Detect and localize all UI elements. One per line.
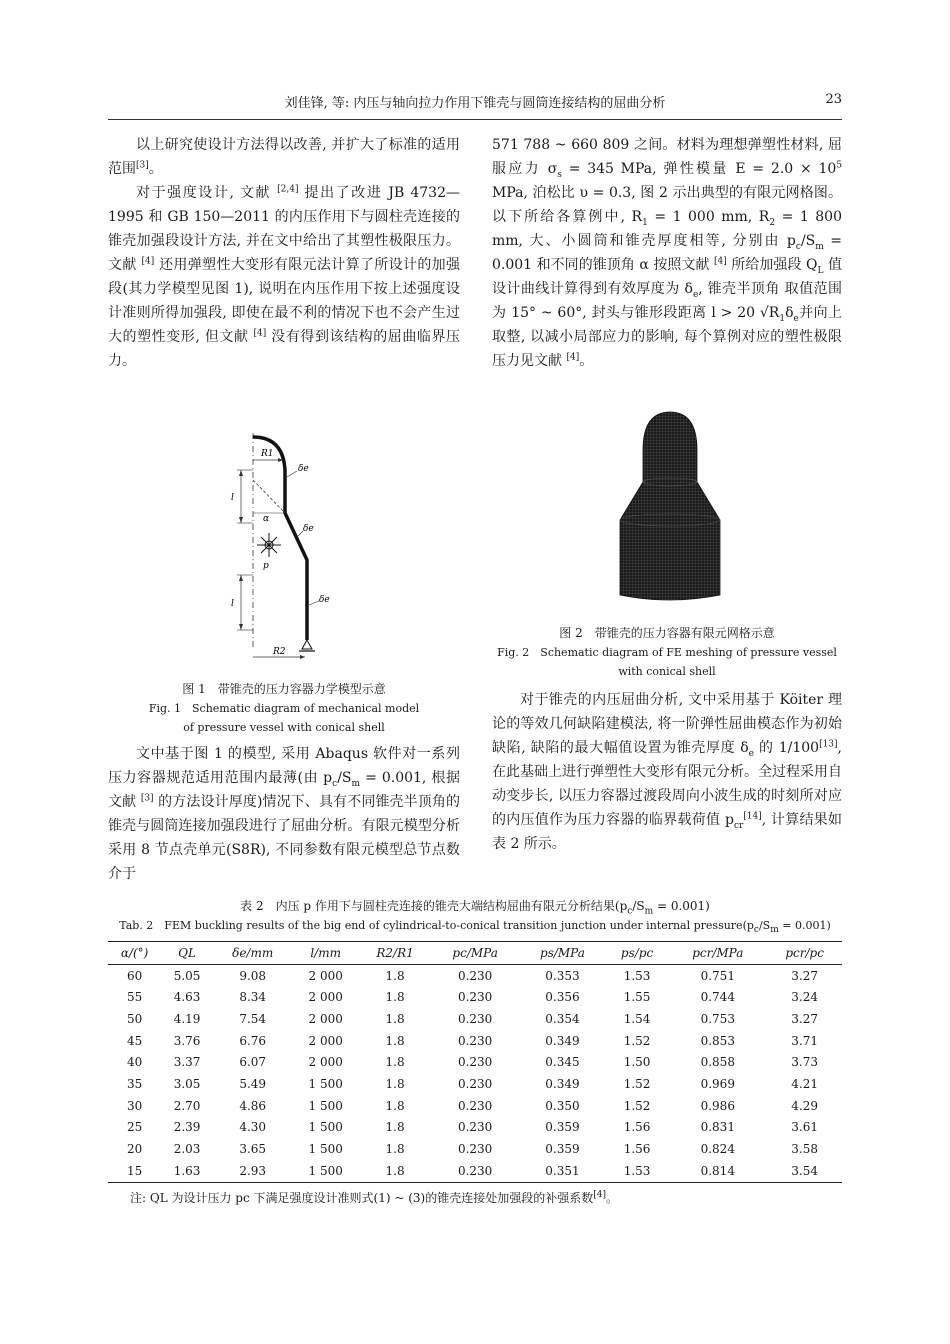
table-cell: 4.19: [173, 1011, 201, 1026]
label-r1: R1: [261, 449, 274, 459]
table-cell: 3.05: [173, 1076, 201, 1091]
paragraph: 571 788 ~ 660 809 之间。材料为理想弹塑性材料, 屈服应力 $\sigma_s = 345$ MPa, 弹性模量 $E = 2.0 \times 10^5$ MPa, 泊松比 υ = 0.3, 图 2 示出典型的有限元网格图。以下所给各算例中, $R_1 = 1$ 000 mm, $R_2 = 1$ 800 mm, 大、小圆筒和锥壳厚度相等, 分别由 $p_c/S_m = 0.001$ 和不同的锥顶角 α 按照文献 [4] 所给加强段 $Q_L$ 值设计曲线计算得到有效厚度为 $\delta_e$, 锥壳半顶角 取值范围为 15° ~ 60°, 封头与锥形段距离 l > 20 $√R_1\delta_e$并向上取整, 以减小局部应力的影响, 每个算例对应的塑性极限压力见文献 [4]。: [492, 137, 843, 369]
label-delta-3: δe: [319, 595, 330, 605]
table-cell: 1.56: [623, 1142, 651, 1157]
table-cell: 1.53: [623, 968, 651, 983]
table-cell: 45: [126, 1033, 143, 1048]
table-cell: 1.8: [359, 1160, 431, 1182]
label-alpha: α: [263, 514, 270, 524]
label-l-top: l: [231, 493, 234, 503]
table-cell: 0.349: [545, 1076, 580, 1091]
table-cell: 2 000: [308, 968, 343, 983]
table-cell: 2.93: [213, 1160, 293, 1182]
table-2-caption: [108, 896, 842, 936]
table-cell: 0.345: [545, 1055, 580, 1070]
table-cell: 0.824: [700, 1142, 735, 1157]
results-table: [108, 941, 842, 1183]
table-header-cell: δe/mm: [213, 942, 293, 965]
table-row: [108, 1095, 842, 1117]
table-cell: 3.76: [173, 1033, 201, 1048]
table-cell: 0.230: [457, 990, 493, 1005]
table-cell: 1 500: [308, 1098, 343, 1113]
table-cell: 0.230: [457, 1142, 493, 1157]
table-row: [108, 1138, 842, 1160]
paragraph: 对于强度设计, 文献 [2,4] 提出了改进 JB 4732—1995 和 GB 150—2011 的内压作用下与圆柱壳连接的锥壳加强段设计方法, 并在文中给出了其塑性极限压力。文献 [4] 还用弹塑性大变形有限元法计算了所设计的加强段(其力学模型见图 1), 说明在内压作用下按上述强度设计准则所得加强段, 即使在最不利的情况下也不会产生过大的塑性变形, 但文献 [4] 没有得到该结构的屈曲临界压力。: [108, 184, 461, 369]
support-symbol: [302, 640, 312, 649]
left-column-bottom: [108, 742, 460, 886]
table-row: [108, 1117, 842, 1139]
table-cell: 1.54: [623, 1011, 651, 1026]
table-cell: 35: [126, 1076, 143, 1091]
table-cell: 3.73: [791, 1055, 818, 1070]
table-cell: 4.63: [173, 990, 201, 1005]
table-cell: 1.55: [623, 990, 651, 1005]
table-row: [108, 986, 842, 1008]
table-cell: 4.86: [239, 1098, 267, 1113]
table-row: [108, 1051, 842, 1073]
table-cell: 6.76: [239, 1033, 267, 1048]
table-cell: 4.30: [239, 1120, 267, 1135]
table-cell: 3.61: [791, 1120, 818, 1135]
table-cell: 5.05: [173, 968, 201, 983]
table-cell: 3.54: [767, 1160, 842, 1182]
table-cell: 0.230: [457, 1076, 493, 1091]
paragraph: 文中基于图 1 的模型, 采用 Abaqus 软件对一系列压力容器规范适用范围内最薄(由 $p_c/S_m = 0.001$, 根据文献 [3] 的方法设计厚度)情况下、具有不同锥壳半顶角的锥壳与圆筒连接加强段进行了屈曲分析。有限元模型分析采用 8 节点壳单元(S8R), 不同参数有限元模型总节点数介于: [108, 746, 461, 882]
table-row: [108, 1030, 842, 1052]
table-cell: 1.53: [606, 1160, 668, 1182]
table-cell: 1 500: [308, 1076, 343, 1091]
table-cell: 3.37: [173, 1055, 201, 1070]
table-cell: 15: [108, 1160, 161, 1182]
table-cell: 4.21: [791, 1076, 818, 1091]
table-header-cell: α/(°): [108, 942, 161, 965]
table-cell: 0.359: [545, 1142, 580, 1157]
table-cell: 60: [126, 968, 143, 983]
label-r2: R2: [273, 647, 286, 657]
table-cell: 0.230: [457, 1098, 493, 1113]
paragraph: 以上研究使设计方法得以改善, 并扩大了标准的适用范围[3]。: [108, 137, 460, 177]
table-header-cell: pcr/pc: [767, 942, 842, 965]
table-cell: 50: [126, 1011, 143, 1026]
label-p: p: [263, 561, 269, 571]
table-cell: 1 500: [308, 1142, 343, 1157]
mesh-vessel: [620, 412, 720, 600]
table-header-cell: pc/MPa: [431, 942, 519, 965]
paragraph: 对于锥壳的内压屈曲分析, 文中采用基于 Köiter 理论的等效几何缺陷建模法, 将一阶弹性屈曲模态作为初始缺陷, 缺陷的最大幅值设置为锥壳厚度 $\delta_e$ 的 1/100[13], 在此基础上进行弹塑性大变形有限元分析。全过程采用自动变步长, 以压力容器过渡段周向小波生成的时刻所对应的内压值作为压力容器的临界载荷值 $p_{cr}[14]$, 计算结果如表 2 所示。: [492, 692, 842, 852]
table-cell: 8.34: [239, 990, 267, 1005]
table-cell: 3.65: [239, 1142, 267, 1157]
running-header: [108, 92, 842, 114]
table-header-cell: ps/MPa: [519, 942, 606, 965]
table-cell: 1.56: [623, 1120, 651, 1135]
figure-1-caption: 图 1 带锥壳的压力容器力学模型示意 Fig. 1 Schematic diagram of mechanical model of pressure vessel with conical shell: [148, 682, 420, 734]
table-cell: 0.853: [700, 1033, 735, 1048]
table-cell: 1.52: [623, 1033, 651, 1048]
table-cell: 0.354: [545, 1011, 580, 1026]
table-cell: 0.858: [700, 1055, 735, 1070]
table-cell: 7.54: [239, 1011, 267, 1026]
table-cell: 2 000: [308, 1033, 343, 1048]
table-cell: 1.8: [385, 1076, 405, 1091]
table-cell: 0.349: [545, 1033, 580, 1048]
right-column-bottom: [492, 688, 842, 856]
table-cell: 2 000: [308, 1011, 343, 1026]
table-cell: 0.230: [431, 1160, 519, 1182]
figure-1-diagram: [225, 425, 335, 665]
table-cell: 1.52: [623, 1076, 651, 1091]
label-l-bottom: l: [231, 599, 234, 609]
table-cell: 0.969: [700, 1076, 735, 1091]
table-note: 注: QL 为设计压力 pc 下满足强度设计准则式(1) ~ (3)的锥壳连接处加强段的补强系数[4]。: [130, 1190, 618, 1205]
table-cell: 1.8: [385, 1011, 405, 1026]
table-row: [108, 1073, 842, 1095]
table-cell: 0.986: [700, 1098, 735, 1113]
table-cell: 0.351: [519, 1160, 606, 1182]
table-caption-en: Tab. 2 FEM buckling results of the big end of cylindrical-to-conical transition junction under internal $pressure(p_c/S_m = 0.001)$: [119, 919, 831, 936]
table-row: [108, 1160, 842, 1182]
table-cell: 3.24: [791, 990, 818, 1005]
table-cell: 0.359: [545, 1120, 580, 1135]
table-cell: 0.350: [545, 1098, 580, 1113]
table-cell: 9.08: [239, 968, 267, 983]
table-header-row: [108, 942, 842, 965]
figure-2-mesh: [605, 410, 735, 605]
table-cell: 0.744: [700, 990, 735, 1005]
table-cell: 1.52: [623, 1098, 651, 1113]
table-cell: 5.49: [239, 1076, 267, 1091]
label-delta-1: δe: [298, 464, 309, 474]
figure-2-caption: 图 2 带锥壳的压力容器有限元网格示意 Fig. 2 Schematic diagram of FE meshing of pressure vessel with conical shell: [497, 626, 837, 678]
table-cell: 3.27: [791, 1011, 818, 1026]
table-cell: 25: [126, 1120, 143, 1135]
table-header-cell: QL: [161, 942, 213, 965]
table-cell: 55: [126, 990, 143, 1005]
table-caption-cn: 表 2 内压 p 作用下与圆柱壳连接的锥壳大端结构屈曲有限元分析结果$(p_c/S_m = 0.001)$: [240, 899, 710, 917]
table-header-cell: R2/R1: [359, 942, 431, 965]
table-cell: 4.29: [791, 1098, 818, 1113]
table-cell: 1 500: [292, 1160, 358, 1182]
table-cell: 1.8: [385, 1055, 405, 1070]
table-cell: 3.71: [791, 1033, 818, 1048]
header-title: 刘佳锋, 等: 内压与轴向拉力作用下锥壳与圆筒连接结构的屈曲分析: [284, 96, 666, 111]
table-cell: 2 000: [308, 1055, 343, 1070]
table-cell: 3.27: [791, 968, 818, 983]
label-delta-2: δe: [303, 524, 314, 534]
right-column-top: [492, 133, 842, 373]
left-column-top: [108, 133, 460, 373]
table-cell: 2.39: [173, 1120, 201, 1135]
table-cell: 40: [126, 1055, 143, 1070]
table-cell: 1.8: [385, 990, 405, 1005]
table-cell: 0.356: [545, 990, 580, 1005]
table-cell: 1.50: [623, 1055, 651, 1070]
table-cell: 1.8: [385, 1120, 405, 1135]
table-header-cell: ps/pc: [606, 942, 668, 965]
page-number: 23: [825, 92, 842, 107]
table-cell: 30: [126, 1098, 143, 1113]
table-cell: 1.63: [161, 1160, 213, 1182]
table-cell: 0.230: [457, 1120, 493, 1135]
table-cell: 0.831: [700, 1120, 735, 1135]
table-cell: 6.07: [239, 1055, 267, 1070]
table-row: [108, 964, 842, 986]
header-rule: [108, 119, 842, 120]
cone-extension-line: [253, 480, 285, 513]
table-cell: 0.753: [700, 1011, 735, 1026]
table-cell: 2.03: [173, 1142, 201, 1157]
table-cell: 0.814: [668, 1160, 767, 1182]
table-cell: 1 500: [308, 1120, 343, 1135]
table-cell: 0.230: [457, 1033, 493, 1048]
table-cell: 1.8: [385, 968, 405, 983]
table-cell: 20: [126, 1142, 143, 1157]
table-cell: 0.751: [700, 968, 735, 983]
table-cell: 0.230: [457, 968, 493, 983]
table-cell: 0.230: [457, 1011, 493, 1026]
table-cell: 3.58: [791, 1142, 818, 1157]
table-cell: 0.353: [545, 968, 580, 983]
table-cell: 1.8: [385, 1142, 405, 1157]
table-cell: 2.70: [173, 1098, 201, 1113]
table-header-cell: pcr/MPa: [668, 942, 767, 965]
table-header-cell: l/mm: [292, 942, 358, 965]
table-cell: 0.230: [457, 1055, 493, 1070]
pressure-symbol: [257, 533, 281, 557]
table-cell: 1.8: [385, 1033, 405, 1048]
table-cell: 1.8: [385, 1098, 405, 1113]
table-row: [108, 1008, 842, 1030]
table-cell: 2 000: [308, 990, 343, 1005]
